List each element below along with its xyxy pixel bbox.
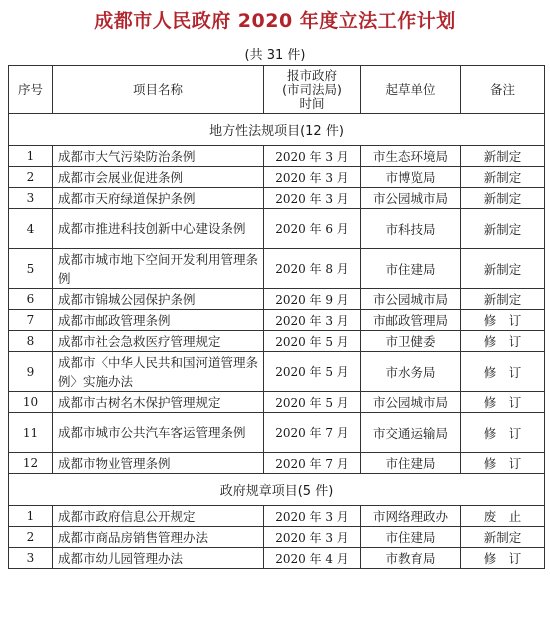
cell-note: 废 止 bbox=[461, 506, 545, 527]
cell-dept: 市公园城市局 bbox=[361, 392, 461, 413]
cell-note: 新制定 bbox=[461, 209, 545, 249]
table-row bbox=[9, 527, 545, 548]
legislation-plan-table bbox=[8, 65, 545, 569]
table-row bbox=[9, 506, 545, 527]
header-name: 项目名称 bbox=[53, 66, 264, 114]
cell-name: 成都市社会急救医疗管理规定 bbox=[53, 331, 264, 352]
cell-note: 新制定 bbox=[461, 249, 545, 289]
table-row bbox=[9, 413, 545, 453]
cell-note: 修 订 bbox=[461, 352, 545, 392]
section-header-row bbox=[9, 474, 545, 506]
cell-time: 2020 年 3 月 bbox=[264, 167, 361, 188]
cell-time: 2020 年 7 月 bbox=[264, 453, 361, 474]
table-row bbox=[9, 167, 545, 188]
cell-seq: 2 bbox=[9, 167, 53, 188]
cell-name: 成都市天府绿道保护条例 bbox=[53, 188, 264, 209]
table-row bbox=[9, 331, 545, 352]
cell-dept: 市科技局 bbox=[361, 209, 461, 249]
cell-dept: 市网络理政办 bbox=[361, 506, 461, 527]
cell-note: 新制定 bbox=[461, 167, 545, 188]
cell-seq: 5 bbox=[9, 249, 53, 289]
cell-dept: 市生态环境局 bbox=[361, 146, 461, 167]
header-time bbox=[264, 66, 361, 114]
cell-time: 2020 年 9 月 bbox=[264, 289, 361, 310]
cell-seq: 2 bbox=[9, 527, 53, 548]
cell-name: 成都市城市公共汽车客运管理条例 bbox=[53, 413, 264, 453]
cell-note: 新制定 bbox=[461, 188, 545, 209]
cell-seq: 10 bbox=[9, 392, 53, 413]
header-time-line2: (市司法局) bbox=[282, 81, 342, 97]
document-title: 成都市人民政府 2020 年度立法工作计划 bbox=[94, 10, 456, 32]
table-row bbox=[9, 352, 545, 392]
table-row bbox=[9, 289, 545, 310]
cell-time: 2020 年 3 月 bbox=[264, 527, 361, 548]
section-title: 政府规章项目(5 件) bbox=[9, 474, 545, 506]
cell-seq: 3 bbox=[9, 188, 53, 209]
cell-seq: 7 bbox=[9, 310, 53, 331]
cell-dept: 市交通运输局 bbox=[361, 413, 461, 453]
cell-name: 成都市大气污染防治条例 bbox=[53, 146, 264, 167]
cell-name: 成都市邮政管理条例 bbox=[53, 310, 264, 331]
table-row bbox=[9, 392, 545, 413]
cell-name: 成都市政府信息公开规定 bbox=[53, 506, 264, 527]
cell-time: 2020 年 7 月 bbox=[264, 413, 361, 453]
cell-note: 修 订 bbox=[461, 453, 545, 474]
cell-time: 2020 年 3 月 bbox=[264, 310, 361, 331]
cell-dept: 市卫健委 bbox=[361, 331, 461, 352]
cell-name: 成都市推进科技创新中心建设条例 bbox=[53, 209, 264, 249]
cell-name: 成都市商品房销售管理办法 bbox=[53, 527, 264, 548]
cell-dept: 市水务局 bbox=[361, 352, 461, 392]
cell-note: 修 订 bbox=[461, 331, 545, 352]
cell-name: 成都市〈中华人民共和国河道管理条例〉实施办法 bbox=[53, 352, 264, 392]
section-title: 地方性法规项目(12 件) bbox=[9, 114, 545, 146]
table-row bbox=[9, 209, 545, 249]
cell-dept: 市住建局 bbox=[361, 249, 461, 289]
cell-name: 成都市会展业促进条例 bbox=[53, 167, 264, 188]
cell-name: 成都市物业管理条例 bbox=[53, 453, 264, 474]
document-subtitle: (共 31 件) bbox=[244, 48, 306, 63]
cell-name: 成都市城市地下空间开发利用管理条例 bbox=[53, 249, 264, 289]
cell-time: 2020 年 3 月 bbox=[264, 188, 361, 209]
header-note: 备注 bbox=[461, 66, 545, 114]
cell-seq: 8 bbox=[9, 331, 53, 352]
cell-time: 2020 年 3 月 bbox=[264, 146, 361, 167]
table-body bbox=[9, 114, 545, 569]
cell-dept: 市公园城市局 bbox=[361, 188, 461, 209]
cell-name: 成都市锦城公园保护条例 bbox=[53, 289, 264, 310]
header-time-line1: 报市政府 bbox=[286, 67, 337, 83]
cell-seq: 11 bbox=[9, 413, 53, 453]
table-row bbox=[9, 249, 545, 289]
cell-time: 2020 年 4 月 bbox=[264, 548, 361, 569]
cell-note: 新制定 bbox=[461, 146, 545, 167]
cell-seq: 4 bbox=[9, 209, 53, 249]
table-row bbox=[9, 146, 545, 167]
table-row bbox=[9, 548, 545, 569]
header-seq: 序号 bbox=[9, 66, 53, 114]
cell-name: 成都市古树名木保护管理规定 bbox=[53, 392, 264, 413]
section-header-row bbox=[9, 114, 545, 146]
cell-time: 2020 年 6 月 bbox=[264, 209, 361, 249]
cell-dept: 市教育局 bbox=[361, 548, 461, 569]
cell-dept: 市博览局 bbox=[361, 167, 461, 188]
table-header-row bbox=[9, 66, 545, 114]
header-time-line3: 时间 bbox=[299, 95, 325, 111]
cell-seq: 1 bbox=[9, 146, 53, 167]
table-row bbox=[9, 310, 545, 331]
cell-dept: 市住建局 bbox=[361, 453, 461, 474]
cell-dept: 市住建局 bbox=[361, 527, 461, 548]
table-row bbox=[9, 188, 545, 209]
cell-name: 成都市幼儿园管理办法 bbox=[53, 548, 264, 569]
cell-note: 新制定 bbox=[461, 527, 545, 548]
cell-time: 2020 年 8 月 bbox=[264, 249, 361, 289]
cell-time: 2020 年 3 月 bbox=[264, 506, 361, 527]
cell-seq: 12 bbox=[9, 453, 53, 474]
cell-dept: 市邮政管理局 bbox=[361, 310, 461, 331]
cell-note: 修 订 bbox=[461, 548, 545, 569]
cell-note: 修 订 bbox=[461, 310, 545, 331]
cell-time: 2020 年 5 月 bbox=[264, 352, 361, 392]
cell-time: 2020 年 5 月 bbox=[264, 392, 361, 413]
cell-dept: 市公园城市局 bbox=[361, 289, 461, 310]
cell-seq: 6 bbox=[9, 289, 53, 310]
header-dept: 起草单位 bbox=[361, 66, 461, 114]
cell-note: 修 订 bbox=[461, 392, 545, 413]
cell-seq: 3 bbox=[9, 548, 53, 569]
cell-note: 新制定 bbox=[461, 289, 545, 310]
cell-time: 2020 年 5 月 bbox=[264, 331, 361, 352]
cell-note: 修 订 bbox=[461, 413, 545, 453]
table-row bbox=[9, 453, 545, 474]
cell-seq: 9 bbox=[9, 352, 53, 392]
cell-seq: 1 bbox=[9, 506, 53, 527]
